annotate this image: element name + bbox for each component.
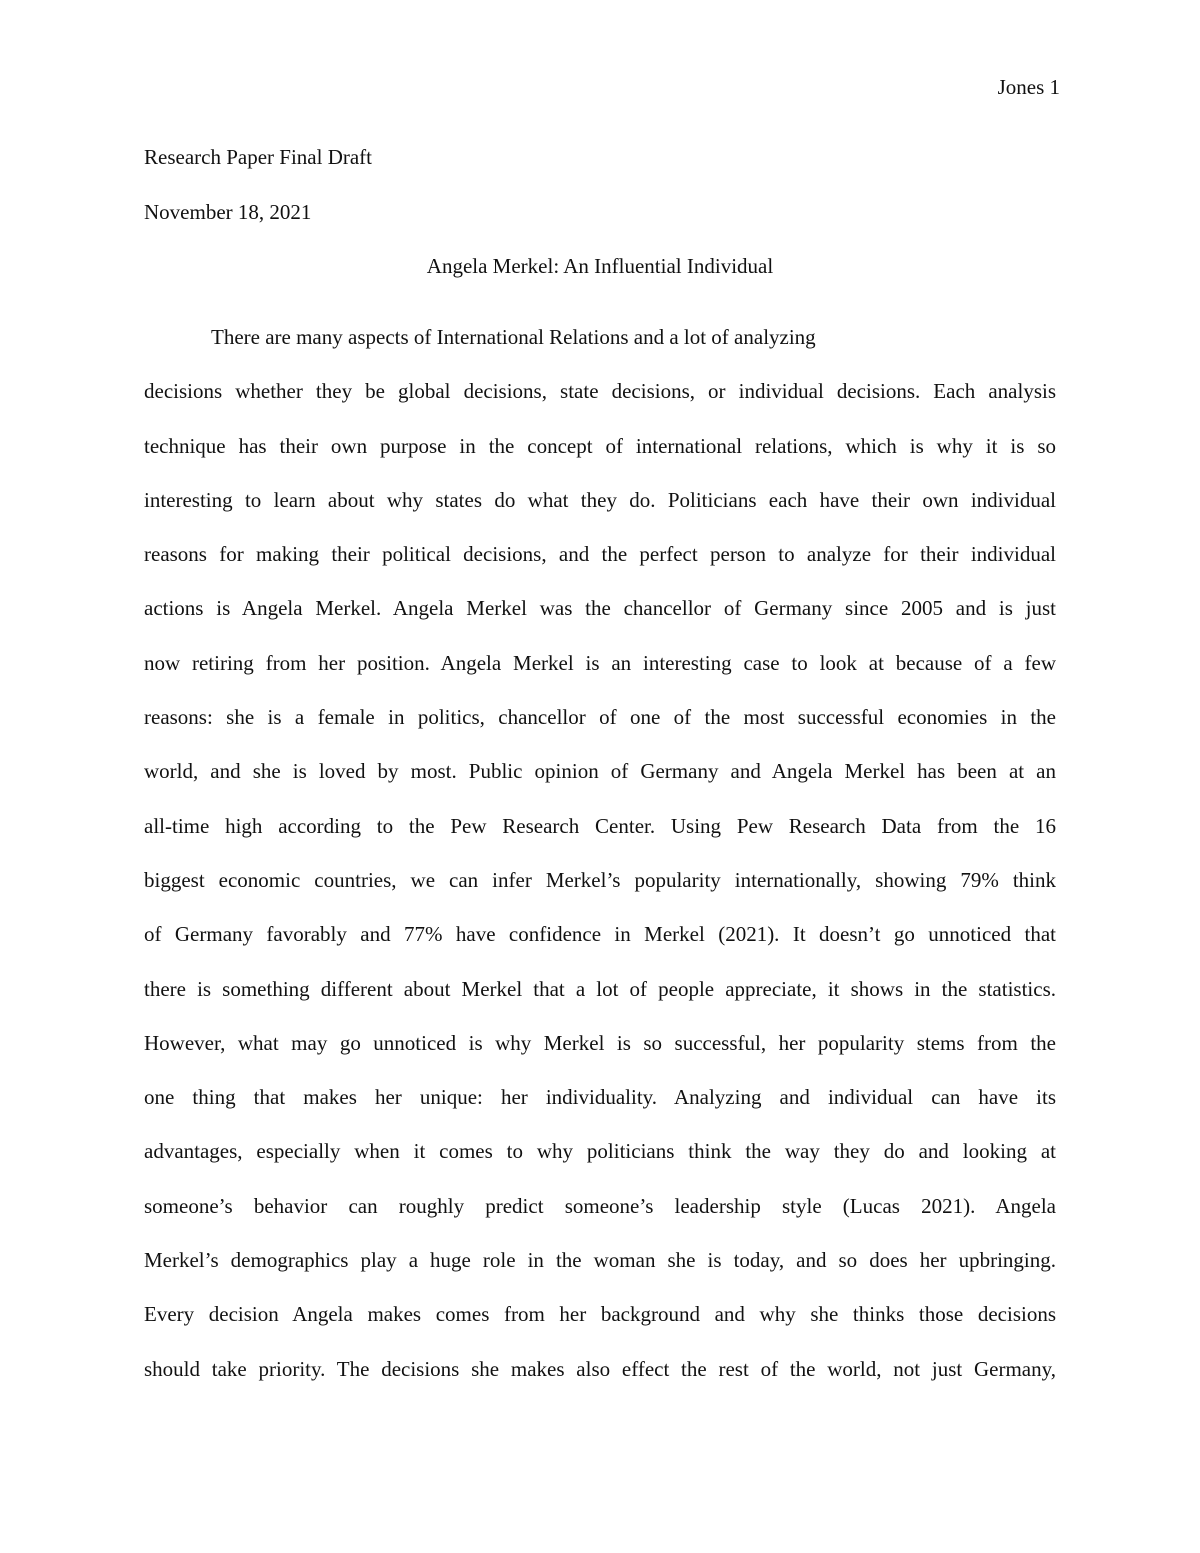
body-line: However, what may go unnoticed is why Merkel is so successful, her popularity stems from the [144,1030,1056,1055]
body-line: of Germany favorably and 77% have confidence in Merkel (2021). It doesn’t go unnoticed that [144,922,1056,947]
body-line: reasons: she is a female in politics, chancellor of one of the most successful economies in the [144,705,1056,730]
date-line: November 18, 2021 [144,200,312,224]
body-line: There are many aspects of International Relations and a lot of analyzing [211,325,816,349]
body-line: advantages, especially when it comes to why politicians think the way they do and looking at [144,1139,1056,1164]
body-line: all-time high according to the Pew Research Center. Using Pew Research Data from the 16 [144,813,1056,838]
body-line: now retiring from her position. Angela Merkel is an interesting case to look at because of a few [144,650,1056,675]
body-line: technique has their own purpose in the concept of international relations, which is why it is so [144,433,1056,458]
body-line: should take priority. The decisions she makes also effect the rest of the world, not just Germany, [144,1356,1056,1381]
body-line: Merkel’s demographics play a huge role in the woman she is today, and so does her upbringing. [144,1248,1056,1273]
running-head: Jones 1 [997,75,1060,99]
body-line: reasons for making their political decisions, and the perfect person to analyze for their individual [144,542,1056,567]
body-line: world, and she is loved by most. Public opinion of Germany and Angela Merkel has been at an [144,759,1056,784]
body-line: interesting to learn about why states do what they do. Politicians each have their own individual [144,487,1056,512]
body-line: Every decision Angela makes comes from her background and why she thinks those decisions [144,1302,1056,1327]
body-paragraph [144,310,1056,1396]
body-line: one thing that makes her unique: her individuality. Analyzing and individual can have its [144,1085,1056,1110]
body-line: there is something different about Merkel that a lot of people appreciate, it shows in the statistics. [144,976,1056,1001]
body-line: decisions whether they be global decisions, state decisions, or individual decisions. Each analysis [144,379,1056,404]
body-line: actions is Angela Merkel. Angela Merkel was the chancellor of Germany since 2005 and is just [144,596,1056,621]
body-line: biggest economic countries, we can infer Merkel’s popularity internationally, showing 79% think [144,867,1056,892]
paper-title: Angela Merkel: An Influential Individual [426,254,774,278]
course-line: Research Paper Final Draft [144,145,372,169]
body-line: someone’s behavior can roughly predict someone’s leadership style (Lucas 2021). Angela [144,1193,1056,1218]
